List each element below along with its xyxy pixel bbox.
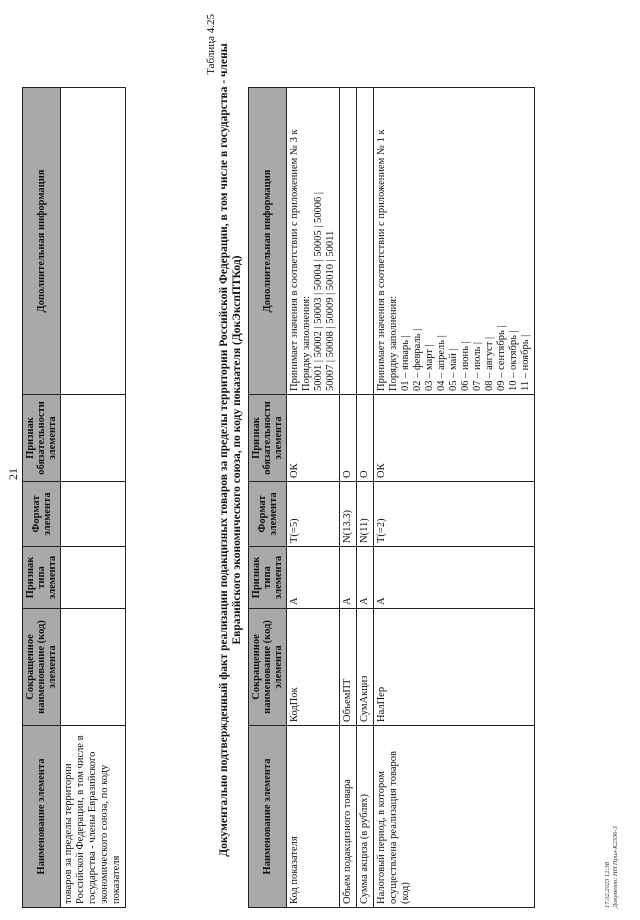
cell-code: СумАкциз	[357, 609, 374, 726]
table-cell	[61, 395, 126, 482]
cell-info	[340, 88, 357, 395]
stamp-line: 17.02.2023 12:38	[604, 861, 611, 908]
header-cell: Наименование элемента	[23, 726, 61, 908]
main-table	[248, 87, 535, 908]
table-title: Документально подтвержденный факт реализации подакцизных товаров за пределы территории Российской Федерации, в том числе в государства - члены Евразийского экономического союза, по коду показателя (ДокЭкспПТКод)	[218, 43, 243, 857]
cell-type: А	[374, 547, 535, 609]
cell-info	[287, 88, 340, 395]
info-line: 06 – июнь |	[460, 341, 471, 391]
cell-type: А	[287, 547, 340, 609]
top-table-header-row	[23, 88, 61, 908]
table-row	[287, 88, 340, 908]
page-number: 21	[6, 468, 20, 480]
cell-format: N(13.3)	[340, 482, 357, 547]
cell-name: Объем подакцизного товара	[340, 726, 357, 908]
cell-type: А	[357, 547, 374, 609]
table-cell	[61, 609, 126, 726]
table-number: Таблица 4.25	[205, 14, 217, 75]
info-line: 04 – апрель |	[436, 335, 447, 391]
info-line: 11 – ноябрь |	[520, 334, 531, 391]
info-line: 50001 | 50002 | 50003 | 50004 | 50005 | 50006 |	[313, 192, 324, 391]
table-cell	[61, 88, 126, 395]
top-table	[22, 87, 126, 908]
header-cell: Формат элемента	[23, 482, 61, 547]
cell-required: ОК	[287, 395, 340, 482]
stamp-line: Документ: НН Прил-К2336-3	[612, 826, 619, 908]
header-cell: Дополнительная информация	[23, 88, 61, 395]
info-line: Принимает значения в соответствии с приложением № 1 к Порядку заполнения:	[376, 129, 399, 391]
info-line: 07 – июль |	[472, 342, 483, 391]
table-cell	[61, 547, 126, 609]
cell-type: А	[340, 547, 357, 609]
cell-format: T(=5)	[287, 482, 340, 547]
header-cell: Наименование элемента	[249, 726, 287, 908]
info-line: 02 – февраль |	[412, 328, 423, 391]
cell-name: Сумма акциза (в рублях)	[357, 726, 374, 908]
header-cell: Признак обязательности элемента	[23, 395, 61, 482]
cell-required: О	[357, 395, 374, 482]
table-row	[374, 88, 535, 908]
main-table-header-row	[249, 88, 287, 908]
table-row	[340, 88, 357, 908]
header-cell: Формат элемента	[249, 482, 287, 547]
cell-required: О	[340, 395, 357, 482]
cell-info	[374, 88, 535, 395]
header-cell: Сокращенное наименование (код) элемента	[23, 609, 61, 726]
info-line: 09 – сентябрь |	[496, 325, 507, 391]
header-cell: Признак типа элемента	[249, 547, 287, 609]
cell-code: КодПок	[287, 609, 340, 726]
info-line: 01 – январь |	[400, 335, 411, 391]
table-row	[357, 88, 374, 908]
header-cell: Признак обязательности элемента	[249, 395, 287, 482]
info-line: 05 – май |	[448, 348, 459, 391]
cell-name: Налоговый период, в котором осуществлена реализация товаров (код)	[374, 726, 535, 908]
cell-required: ОК	[374, 395, 535, 482]
document-stamp	[604, 826, 620, 908]
info-line: 10 – октябрь |	[508, 330, 519, 391]
header-cell: Сокращенное наименование (код) элемента	[249, 609, 287, 726]
table-cell	[61, 482, 126, 547]
table-row	[61, 88, 126, 908]
main-table-body	[287, 88, 535, 908]
info-line: Принимает значения в соответствии с приложением № 3 к Порядку заполнения:	[289, 129, 312, 391]
cell-code: ОбъемПТ	[340, 609, 357, 726]
cell-name: Код показателя	[287, 726, 340, 908]
table-cell: товаров за пределы территории Российской Федерации, в том числе в государства - члены Евразийского экономического союза, по коду показателя	[61, 726, 126, 908]
cell-code: НалПер	[374, 609, 535, 726]
cell-format: N(11)	[357, 482, 374, 547]
info-line: 50007 | 50008 | 50009 | 50010 | 50011	[325, 230, 336, 391]
header-cell: Дополнительная информация	[249, 88, 287, 395]
cell-format: T(=2)	[374, 482, 535, 547]
cell-info	[357, 88, 374, 395]
info-line: 03 – март |	[424, 344, 435, 391]
header-cell: Признак типа элемента	[23, 547, 61, 609]
info-line: 08 – август |	[484, 336, 495, 391]
